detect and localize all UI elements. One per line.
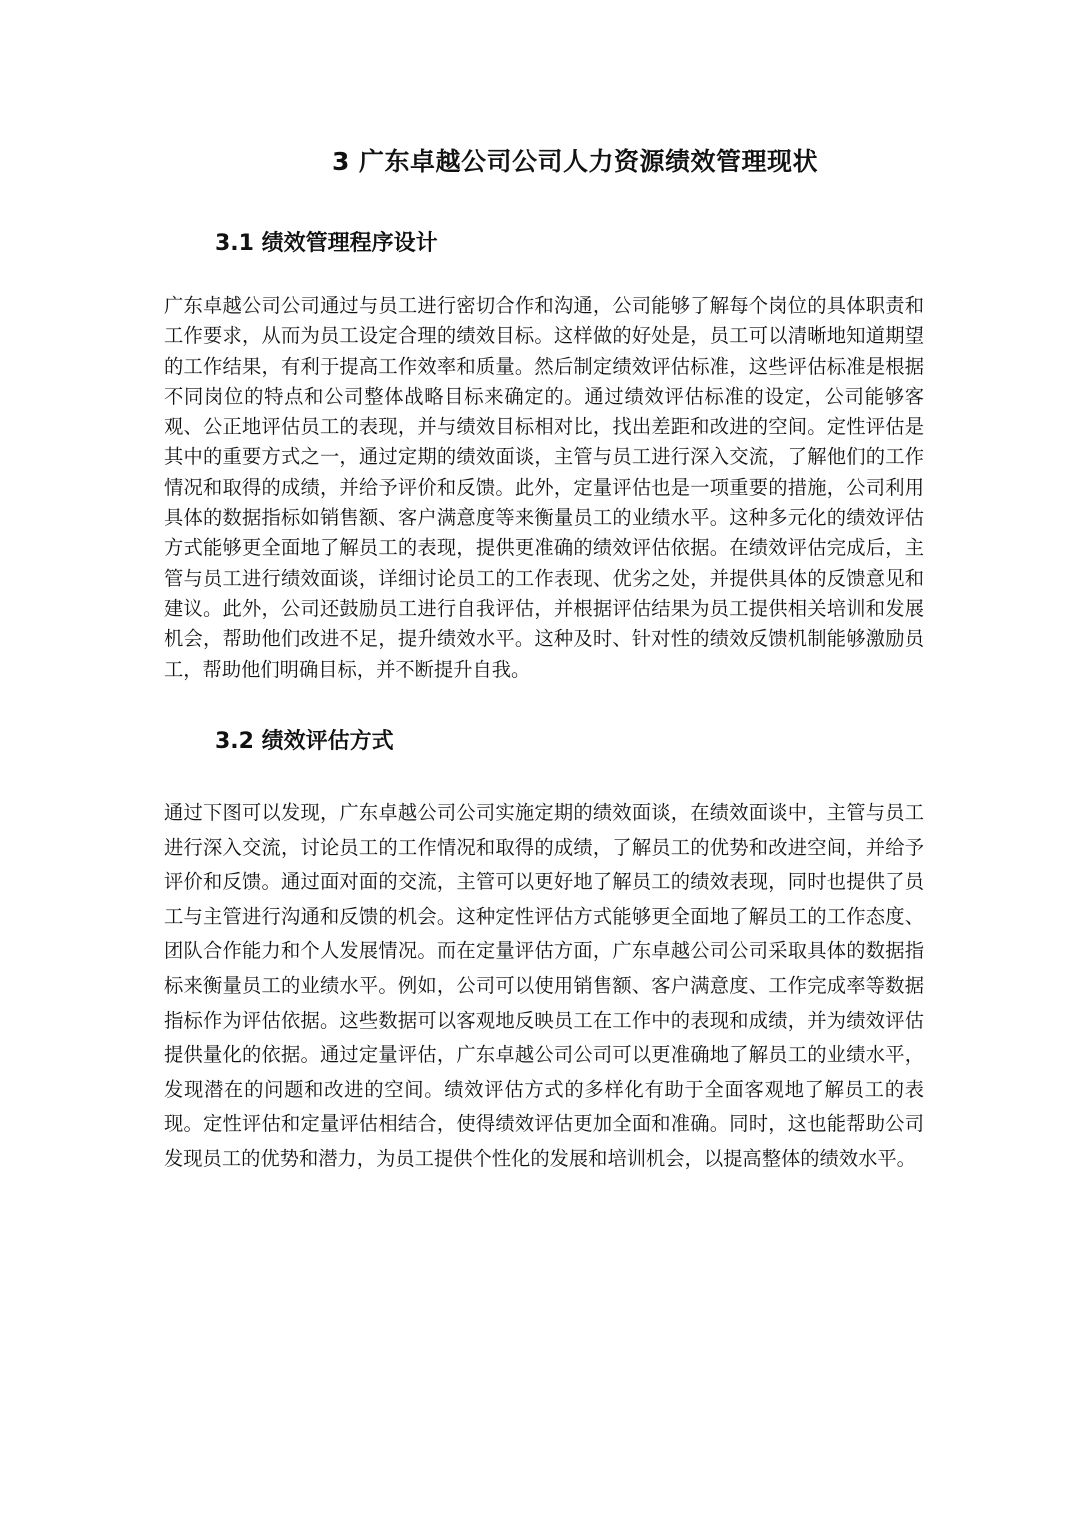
chapter-title: 3 广东卓越公司公司人力资源绩效管理现状: [331, 147, 819, 176]
section-heading-3-2: 3.2 绩效评估方式: [215, 729, 394, 754]
section-3-1-paragraph: 广东卓越公司公司通过与员工进行密切合作和沟通，公司能够了解每个岗位的具体职责和工作要求，从而为员工设定合理的绩效目标。这样做的好处是，员工可以清晰地知道期望的工作结果，有利于提高工作效率和质量。然后制定绩效评估标准，这些评估标准是根据不同岗位的特点和公司整体战略目标来确定的。通过绩效评估标准的设定，公司能够客观、公正地评估员工的表现，并与绩效目标相对比，找出差距和改进的空间。定性评估是其中的重要方式之一，通过定期的绩效面谈，主管与员工进行深入交流，了解他们的工作情况和取得的成绩，并给予评价和反馈。此外，定量评估也是一项重要的措施，公司利用具体的数据指标如销售额、客户满意度等来衡量员工的业绩水平。这种多元化的绩效评估方式能够更全面地了解员工的表现，提供更准确的绩效评估依据。在绩效评估完成后，主管与员工进行绩效面谈，详细讨论员工的工作表现、优劣之处，并提供具体的反馈意见和建议。此外，公司还鼓励员工进行自我评估，并根据评估结果为员工提供相关培训和发展机会，帮助他们改进不足，提升绩效水平。这种及时、针对性的绩效反馈机制能够激励员工，帮助他们明确目标，并不断提升自我。: [164, 294, 924, 681]
section-heading-3-1: 3.1 绩效管理程序设计: [215, 231, 438, 256]
section-3-2-paragraph: 通过下图可以发现，广东卓越公司公司实施定期的绩效面谈，在绩效面谈中，主管与员工进行深入交流，讨论员工的工作情况和取得的成绩，了解员工的优势和改进空间，并给予评价和反馈。通过面对面的交流，主管可以更好地了解员工的绩效表现，同时也提供了员工与主管进行沟通和反馈的机会。这种定性评估方式能够更全面地了解员工的工作态度、团队合作能力和个人发展情况。而在定量评估方面，广东卓越公司公司采取具体的数据指标来衡量员工的业绩水平。例如，公司可以使用销售额、客户满意度、工作完成率等数据指标作为评估依据。这些数据可以客观地反映员工在工作中的表现和成绩，并为绩效评估提供量化的依据。通过定量评估，广东卓越公司公司可以更准确地了解员工的业绩水平，发现潜在的问题和改进的空间。绩效评估方式的多样化有助于全面客观地了解员工的表现。定性评估和定量评估相结合，使得绩效评估更加全面和准确。同时，这也能帮助公司发现员工的优势和潜力，为员工提供个性化的发展和培训机会，以提高整体的绩效水平。: [164, 801, 924, 1170]
